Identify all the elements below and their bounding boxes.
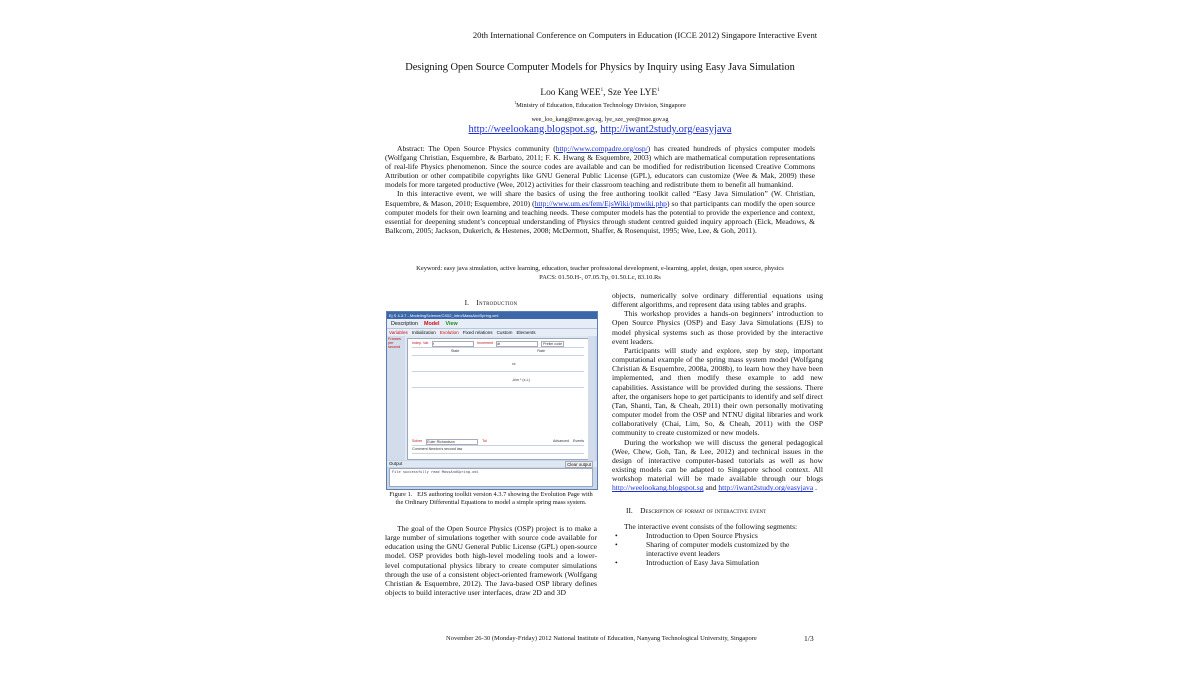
fig-sidebar bbox=[387, 336, 405, 460]
affiliation-text: Ministry of Education, Education Technology Division, Singapore bbox=[516, 102, 686, 110]
fig-comment-row: Comment Newton's second law bbox=[412, 447, 584, 454]
fig-prelim-button: Prelim code bbox=[543, 342, 563, 346]
ejs-screenshot-figure bbox=[386, 311, 598, 490]
fig-equation-panel bbox=[407, 338, 589, 460]
blog-link[interactable]: http://weelookang.blogspot.sg bbox=[468, 124, 596, 135]
fig-advanced-button: Advanced bbox=[553, 439, 569, 443]
fig-increment-value: dt bbox=[496, 341, 538, 347]
fig-subtab: Variables bbox=[389, 330, 408, 335]
body-paragraph: This workshop provides a hands-on beginners’ introduction to Open Source Physics (OSP) and Easy Java Simulations (EJS) to model physical systems such as those provided by the interactive event leaders. bbox=[612, 309, 823, 346]
fig-fps-label: Frames per second bbox=[388, 337, 401, 349]
fig-rate-expression: -k/m * (x-L) bbox=[512, 378, 530, 382]
right-column bbox=[612, 291, 823, 567]
fig-body bbox=[387, 336, 595, 460]
url-separator: , bbox=[595, 124, 601, 135]
fig-indep-row bbox=[412, 341, 584, 348]
fig-indep-label: Indep. Var. bbox=[412, 341, 430, 345]
section-number: II. bbox=[626, 506, 633, 516]
author-affil-mark: 1 bbox=[657, 88, 660, 93]
fig-events-button: Events bbox=[573, 439, 584, 443]
left-column bbox=[385, 524, 597, 597]
list-item: • Introduction to Open Source Physics bbox=[612, 531, 823, 540]
fig-columns-header bbox=[412, 349, 584, 356]
pacs: PACS: 01.50.H-, 07.05.Tp, 01.50.Lc, 83.10.Rs bbox=[539, 273, 661, 281]
fig-output-bar bbox=[387, 461, 597, 467]
fig-right-toolbar bbox=[588, 336, 595, 460]
body-paragraph: The interactive event consists of the following segments: bbox=[624, 521, 798, 531]
blog-link[interactable]: http://weelookang.blogspot.sg bbox=[612, 483, 704, 493]
running-header: 20th International Conference on Computers in Education (ICCE 2012) Singapore Interactive Event bbox=[472, 30, 818, 40]
author-separator: , bbox=[603, 88, 608, 99]
fig-main-tabs bbox=[387, 319, 597, 328]
iwant2study-link[interactable]: http://iwant2study.org/easyjava bbox=[718, 483, 814, 493]
author-affil-mark: 1 bbox=[600, 88, 604, 93]
section-heading-format bbox=[612, 506, 823, 515]
body-text: and bbox=[703, 483, 719, 493]
body-text: . bbox=[813, 483, 818, 493]
affiliation-mark: 1 bbox=[514, 100, 517, 105]
fig-indep-value: t bbox=[432, 341, 474, 347]
list-item: • Sharing of computer models customized by the interactive event leaders bbox=[612, 540, 823, 558]
keywords: Keyword: easy java simulation, active learning, education, teacher professional development, e-learning, applet, design, open source, physics bbox=[416, 265, 784, 272]
author-urls bbox=[0, 124, 1200, 135]
abstract-paragraph bbox=[385, 189, 815, 234]
fig-tab-view: View bbox=[445, 320, 458, 327]
fig-col-rate: Rate bbox=[537, 349, 545, 353]
abstract-paragraph bbox=[385, 144, 815, 189]
fig-equation-row bbox=[412, 357, 584, 372]
fig-subtab: Custom bbox=[496, 330, 513, 335]
compadre-link[interactable]: http://www.compadre.org/osp/ bbox=[555, 144, 648, 153]
ejswiki-link[interactable]: http://www.um.es/fem/EjsWiki/pmwiki.php bbox=[534, 198, 667, 208]
section-heading-introduction bbox=[385, 298, 597, 307]
fig-increment-label: Increment bbox=[477, 341, 494, 345]
page-footer: November 26-30 (Monday-Friday) 2012 National Institute of Education, Nanyang Technological University, Singapore bbox=[446, 635, 757, 642]
fig-output-console: File successfully read MassAndSpring.xml bbox=[389, 468, 593, 487]
body-paragraph: objects, numerically solve ordinary differential equations using different algorithms, and represent data using tables and graphs. bbox=[612, 291, 823, 310]
author-line bbox=[0, 88, 1200, 98]
abstract-text: Abstract: The Open Source Physics community ( bbox=[397, 144, 556, 153]
fig-solver-label: Solver bbox=[412, 439, 423, 443]
iwant2study-link[interactable]: http://iwant2study.org/easyjava bbox=[600, 124, 732, 135]
figure-caption: Figure 1. EJS authoring toolkit version 4.3.7 showing the Evolution Page with the Ordinary Differential Equations to model a simple spring mass system. bbox=[389, 491, 593, 507]
body-paragraph: The goal of the Open Source Physics (OSP) project is to make a large number of simulations together with source code available for education using the GNU General Public License (GPL) open-source model. OSP provides both high-level modeling tools and a lower-level computational physics library to create computer simulations through the use of a consistent object-oriented framework (Wolfgang Christian & Esquembre, 2012). The Java-based OSP library defines objects to build interactive user interfaces, draw 2D and 3D bbox=[385, 524, 597, 598]
abstract-text: In this interactive event, we will share the basics of using the free authoring toolkit called “Easy Java Simulation” (W. Christian, Esquembre, & Mason, 2010; Esquembre, 2010) ( bbox=[385, 189, 815, 208]
author-name: Sze Yee LYE bbox=[607, 88, 658, 99]
fig-output-label: Output bbox=[389, 461, 403, 466]
fig-tol-label: Tol bbox=[482, 439, 487, 443]
section-title: Description of format of interactive event bbox=[640, 506, 767, 516]
body-text: During the workshop we will discuss the general pedagogical (Wee, Chew, Goh, Tan, & Lee, 2012) and technical issues in the design of interactive computer-based tutorials as well as how existing models can be adapted to Singapore school context. All workshop material will be made available through our blogs bbox=[612, 437, 823, 484]
author-emails: wee_loo_kang@moe.gov.sg, lye_sze_yee@moe.gov.sg bbox=[531, 116, 669, 123]
fig-solver-row bbox=[412, 439, 584, 446]
abstract-text: ) so that participants can modify the open source computer models for their own learning and teaching needs. These computer models has the potential to provide the experience and context, essential for deepening student’s conceptual understanding of Physics through student centred guided inquiry approach (Eick, Meadows, & Balkcom, 2005; Jackson, Dukerich, & Hestenes, 2008; McDermott, Shaffer, & Rosenquist, 1995; Wee, Lee, & Goh, 2011). bbox=[385, 198, 816, 235]
fig-equation-row bbox=[412, 373, 584, 388]
section-number: I. bbox=[464, 298, 469, 307]
paper-title: Designing Open Source Computer Models for Physics by Inquiry using Easy Java Simulation bbox=[405, 62, 795, 73]
fig-tab-description: Description bbox=[391, 320, 418, 327]
body-paragraph: Participants will study and explore, step by step, important computational example of the spring mass system model (Wolfgang Christian & Esquembre, 2008a, 2008b), to learn how they have been implemented, and then modify these example to add new capabilities. Assistance will be provided during the sessions. There after, the organisers hope to get participants to identify and self direct (Tan, Shanti, Tan, & Cheah, 2011) their own personally motivating computer model from the OSP and NTNU digital libraries and work collaboratively (Chai, Lim, So, & Cheah, 2011) with the OSP community to create customized or new models. bbox=[612, 345, 823, 438]
fig-subtab: Elements bbox=[516, 330, 536, 335]
abstract bbox=[385, 144, 815, 235]
fig-rate-expression: vx bbox=[512, 362, 516, 366]
page-number: 1/3 bbox=[804, 634, 814, 643]
list-item: • Introduction of Easy Java Simulation bbox=[612, 558, 823, 567]
fig-subtab: Fixed relations bbox=[462, 330, 493, 335]
fig-solver-value: Euler Richardson bbox=[426, 439, 478, 445]
segments-list bbox=[612, 531, 823, 568]
keywords-block bbox=[385, 265, 815, 282]
fig-col-state: State bbox=[451, 349, 460, 353]
fig-window-title: Ej S 4.3.7 - ModelingScience/CS02_Intro/MassAndSpring.xml bbox=[387, 312, 597, 319]
fig-sub-tabs bbox=[387, 328, 597, 336]
section-title: Introduction bbox=[476, 298, 518, 307]
fig-tab-model: Model bbox=[423, 320, 440, 327]
affiliation bbox=[0, 100, 1200, 109]
abstract-text: ) has created hundreds of physics computer models (Wolfgang Christian, Esquembre, & Barbato, 2011; F. K. Hwang & Esquembre, 2003) which are mathematical computation representations of real-life Physics phenomenon. Since the source codes are available and can be modified for redistribution licensed Creative Commons Attribution or other compatibile copyrights like GNU General Public License (GPL), educators can customize (Wee & Mak, 2009) these models for more targeted productive (Wee, 2012) activities for their classroom teaching and redistribute them to benefit all humankind. bbox=[385, 144, 815, 190]
author-name: Loo Kang WEE bbox=[540, 88, 601, 99]
fig-subtab: Evolution bbox=[439, 330, 459, 335]
fig-clear-output-button: Clear output bbox=[567, 462, 591, 467]
fig-subtab: Initialization bbox=[411, 330, 436, 335]
body-paragraph bbox=[612, 438, 823, 493]
